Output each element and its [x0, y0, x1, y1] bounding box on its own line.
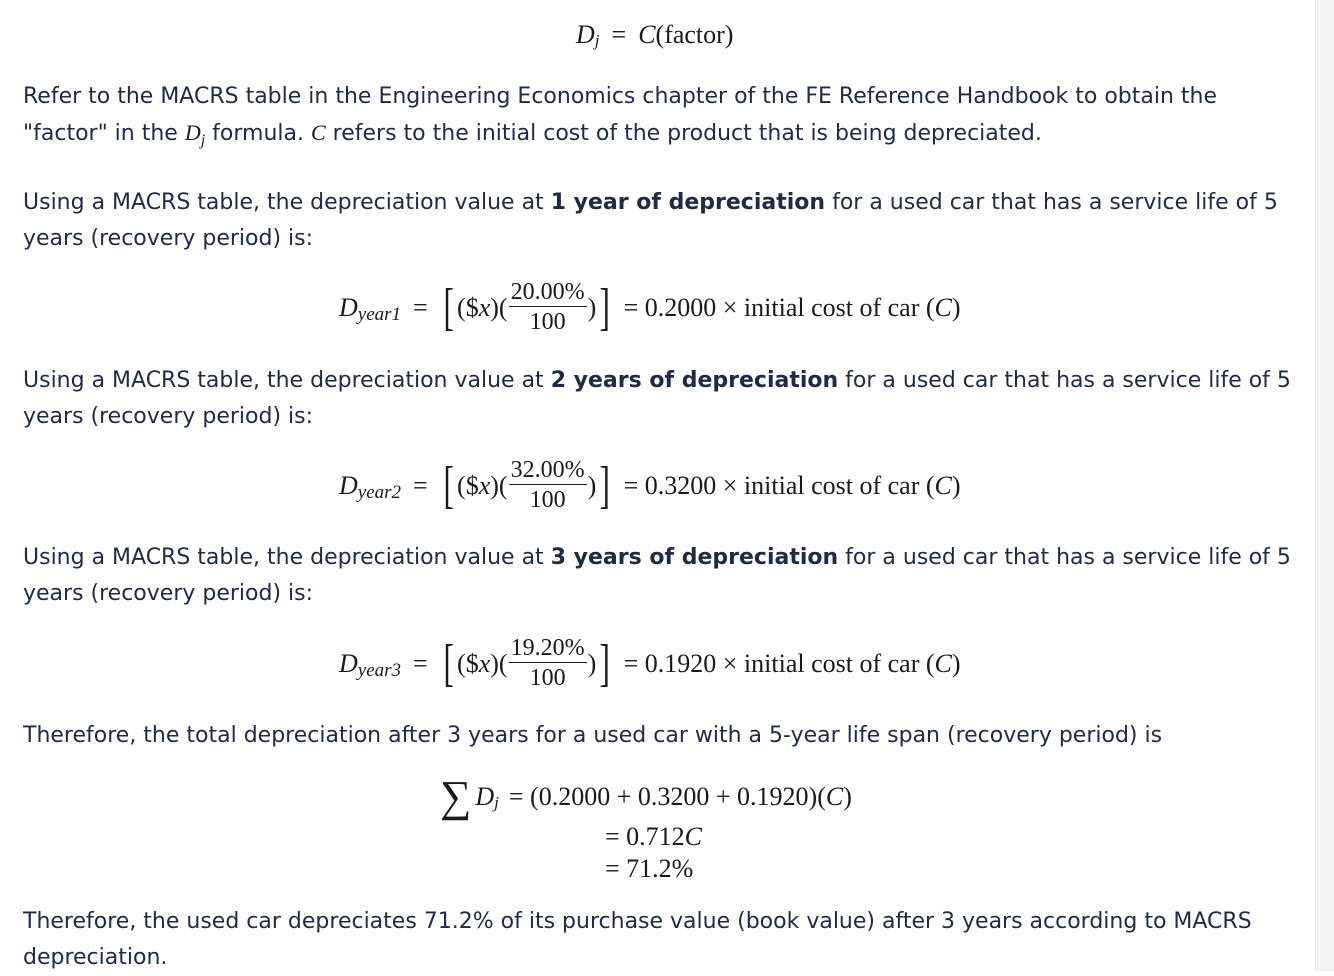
left-bracket: [ — [443, 278, 454, 336]
formula-year2: D year2 = [ ($ x )( $\frac{32.00\%}{100}$ ) ] = 0.3200 × initial cost of car ( C ) — [339, 456, 961, 514]
formula-year1: D year1 = [ ($ x )( $\frac{20.00\%}{100}$ ) ] = 0.2000 × initial cost of car ( C ) — [339, 278, 961, 336]
left-bracket: [ — [443, 456, 454, 514]
year2-paragraph: Using a MACRS table, the depreciation value at 2 years of depreciation for a used car that has a service life of 5 years (recovery period) is: — [23, 368, 1291, 429]
formula-year3: D year3 = [ ($ x )( $\frac{19.20\%}{100}$ ) ] = 0.1920 × initial cost of car ( C ) — [339, 634, 961, 692]
formula-dj-factor: D j = C (factor) — [576, 20, 734, 50]
right-bracket: ] — [599, 278, 611, 336]
intro-paragraph: Refer to the MACRS table in the Engineering Economics chapter of the FE Reference Handbook to obtain the "factor" in the $D_j$ formula. C refers to the initial cost of the product that is being depreciated. — [23, 84, 1218, 149]
sigma-symbol: ∑ — [440, 772, 472, 821]
year3-paragraph: Using a MACRS table, the depreciation value at 3 years of depreciation for a used car that has a service life of 5 years (recovery period) is: — [23, 545, 1291, 606]
right-bracket: ] — [599, 634, 611, 692]
right-bracket: ] — [599, 456, 611, 514]
formula-sum-line1: ∑ D j = (0.2000 + 0.3200 + 0.1920)( C ) — [440, 772, 852, 821]
total-intro-paragraph: Therefore, the total depreciation after 3 years for a used car with a 5-year life span (recovery period) is — [23, 723, 1163, 748]
left-bracket: [ — [443, 634, 454, 692]
year1-paragraph: Using a MACRS table, the depreciation value at 1 year of depreciation for a used car that has a service life of 5 years (recovery period) is: — [23, 190, 1278, 251]
conclusion-paragraph: Therefore, the used car depreciates 71.2% of its purchase value (book value) after 3 years according to MACRS depreciation. — [23, 909, 1252, 970]
fraction: $\frac{19.20\%}{100}$ — [510, 635, 585, 691]
fraction: $\frac{32.00\%}{100}$ — [510, 457, 585, 513]
scrollbar-track[interactable] — [1315, 0, 1334, 971]
fraction: $\frac{20.00\%}{100}$ — [510, 279, 585, 335]
formula-sum-line3: = 71.2% — [605, 854, 694, 883]
formula-sum-line2: = 0.712 C — [605, 822, 703, 851]
